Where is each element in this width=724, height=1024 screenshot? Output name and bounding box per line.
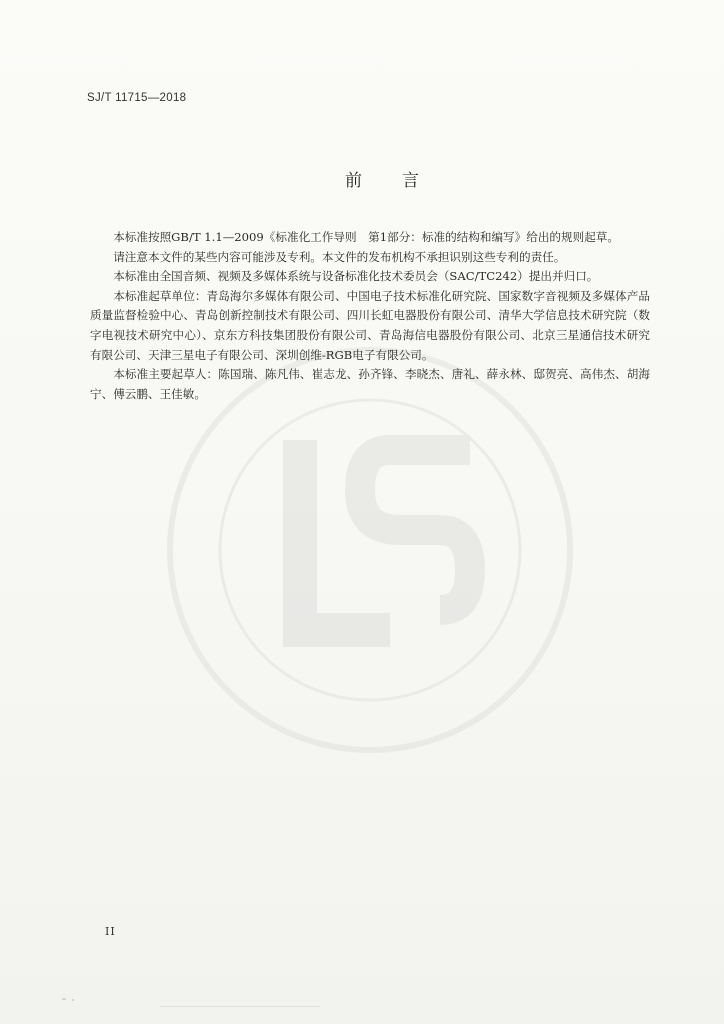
page-number: II (105, 925, 116, 938)
paragraph-drafting-units: 本标准起草单位：青岛海尔多媒体有限公司、中国电子技术标准化研究院、国家数字音视频及多媒体产品质量监督检验中心、青岛创新控制技术有限公司、四川长虹电器股份有限公司、清华大学信息技术研究院（数字电视技术研究中心）、京东方科技集团股份有限公司、青岛海信电器股份有限公司、北京三星通信技术研究有限公司、天津三星电子有限公司、深圳创维-RGB电子有限公司。 (90, 288, 650, 362)
paragraph-drafting-rules: 本标准按照GB/T 1.1—2009《标准化工作导则 第1部分：标准的结构和编写》给出的规则起草。 (113, 230, 619, 244)
scan-speck (72, 999, 74, 1001)
paragraph-drafters: 本标准主要起草人：陈国瑞、陈凡伟、崔志龙、孙齐锋、李晓杰、唐礼、薛永林、邸贺亮、高伟杰、胡海宁、傅云鹏、王佳敏。 (90, 367, 650, 401)
section-title: 前言 (345, 171, 459, 191)
foreword-body (90, 228, 650, 404)
paragraph-proposer: 本标准由全国音频、视频及多媒体系统与设备标准化技术委员会（SAC/TC242）提出并归口。 (113, 269, 599, 284)
scan-speck (62, 998, 66, 1000)
paragraph-patent-notice: 请注意本文件的某些内容可能涉及专利。本文件的发布机构不承担识别这些专利的责任。 (113, 249, 566, 264)
standard-number: SJ/T 11715—2018 (87, 92, 187, 104)
scan-line (160, 1006, 320, 1007)
